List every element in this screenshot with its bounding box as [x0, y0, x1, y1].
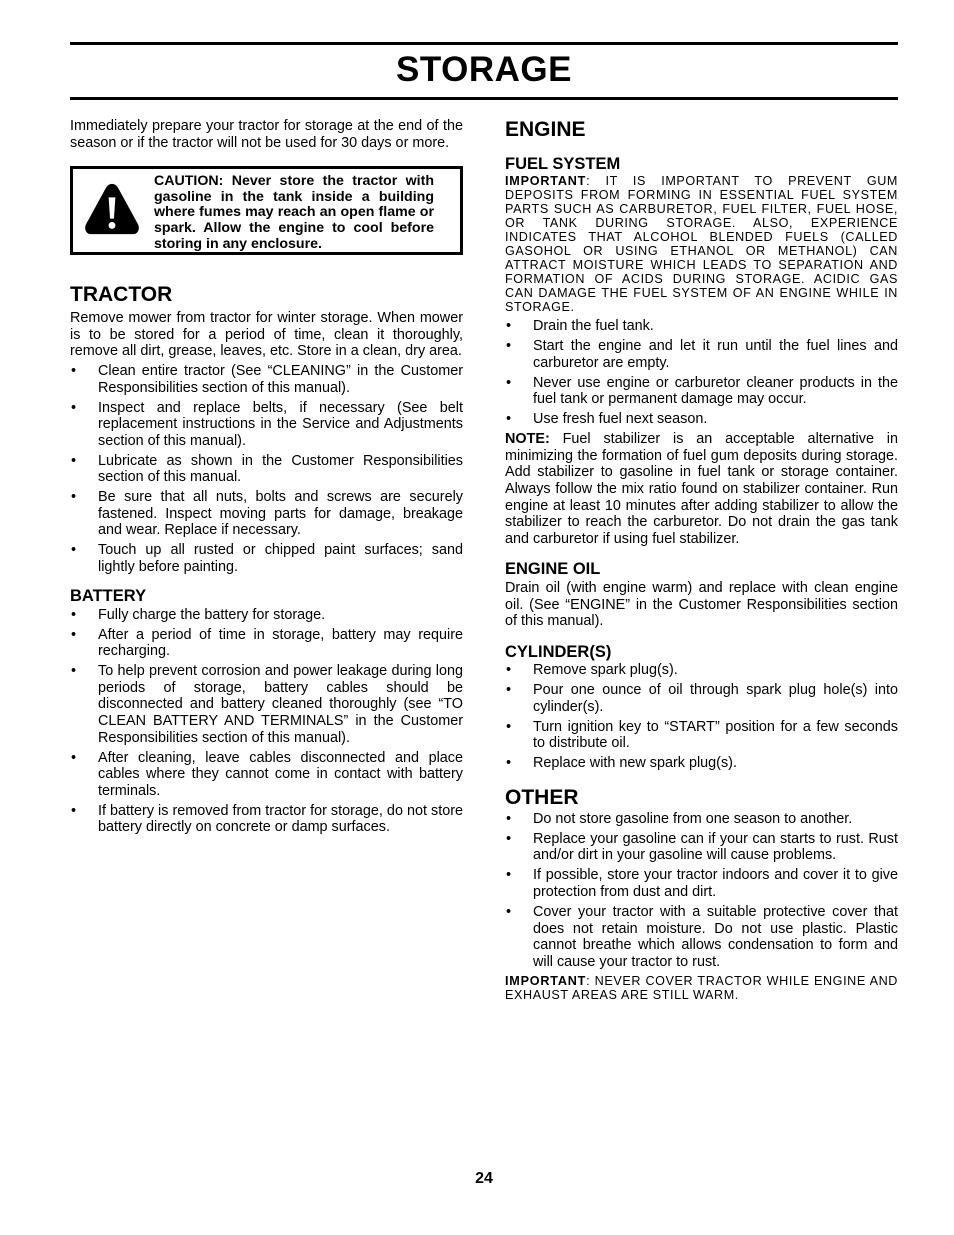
list-item: • Inspect and replace belts, if necessary (See belt replacement instructions in the Service and Adjustments section of this manual). [70, 400, 463, 450]
important-label: IMPORTANT [505, 174, 587, 188]
list-item: • Drain the fuel tank. [505, 318, 898, 335]
list-item: • Fully charge the battery for storage. [70, 607, 463, 624]
top-rule [70, 42, 898, 45]
warning-triangle-icon [83, 181, 141, 237]
tractor-heading: TRACTOR [70, 283, 173, 307]
intro-paragraph: Immediately prepare your tractor for storage at the end of the season or if the tractor will not be used for 30 days or more. [70, 118, 463, 151]
left-column [70, 118, 463, 839]
list-item: • Pour one ounce of oil through spark plug hole(s) into cylinder(s). [505, 682, 898, 715]
right-column [505, 118, 898, 1002]
list-item: • If possible, store your tractor indoors and cover it to give protection from dust and dirt. [505, 867, 898, 900]
fuel-list [505, 318, 898, 428]
page-number: 24 [475, 1170, 493, 1187]
list-item: • Use fresh fuel next season. [505, 411, 898, 428]
list-item: • Start the engine and let it run until the fuel lines and carburetor are empty. [505, 338, 898, 371]
note-text: Fuel stabilizer is an acceptable alternative in minimizing the formation of fuel gum deposits during storage. Add stabilizer to gasoline in fuel tank or storage container. Always follow the mix ratio found on stabilizer container. Run engine at least 10 minutes after adding stabilizer to allow the stabilizer to reach the carburetor. Do not drain the gas tank and carburetor if using fuel stabilizer. [505, 431, 898, 547]
important-text: : IT IS IMPORTANT TO PREVENT GUM DEPOSITS FROM FORMING IN ESSENTIAL FUEL SYSTEM PARTS SUCH AS CARBURETOR, FUEL FILTER, FUEL HOSE, OR TANK DURING STORAGE. ALSO, EXPERIENCE INDICATES THAT ALCOHOL BLENDED FUELS (CALLED GASOHOL OR USING ETHANOL OR METHANOL) CAN ATTRACT MOISTURE WHICH LEADS TO SEPARATION AND FORMATION OF ACIDS DURING STORAGE. ACIDIC GAS CAN DAMAGE THE FUEL SYSTEM OF AN ENGINE WHILE IN STORAGE. [505, 174, 898, 314]
list-item: • Touch up all rusted or chipped paint surfaces; sand lightly before painting. [70, 542, 463, 575]
battery-heading: BATTERY [70, 586, 147, 605]
list-item: • To help prevent corrosion and power leakage during long periods of storage, battery cables should be disconnected and battery cleaned thoroughly (see “TO CLEAN BATTERY AND TERMINALS” in the Customer Responsibilities section of this manual). [70, 663, 463, 746]
list-item: • Turn ignition key to “START” position for a few seconds to distribute oil. [505, 719, 898, 752]
list-item: • After cleaning, leave cables disconnected and place cables where they cannot come in contact with battery terminals. [70, 750, 463, 800]
fuel-note [505, 431, 898, 547]
other-heading: OTHER [505, 785, 579, 809]
list-item: • Never use engine or carburetor cleaner products in the fuel tank or permanent damage may occur. [505, 375, 898, 408]
cylinders-list [505, 662, 898, 772]
important-text: : NEVER COVER TRACTOR WHILE ENGINE AND EXHAUST AREAS ARE STILL WARM. [505, 973, 898, 1002]
important-label: IMPORTANT [505, 973, 587, 988]
list-item: • Remove spark plug(s). [505, 662, 898, 679]
engine-heading: ENGINE [505, 118, 586, 141]
list-item: • Clean entire tractor (See “CLEANING” in the Customer Responsibilities section of this manual). [70, 363, 463, 396]
engine-oil-heading: ENGINE OIL [505, 560, 601, 579]
caution-box [70, 166, 463, 255]
list-item: • After a period of time in storage, battery may require recharging. [70, 627, 463, 660]
other-list [505, 811, 898, 971]
tractor-list [70, 363, 463, 576]
tractor-intro: Remove mower from tractor for winter storage. When mower is to be stored for a period of time, clean it thoroughly, remove all dirt, grease, leaves, etc. Store in a clean, dry area. [70, 310, 463, 360]
caution-text: CAUTION: Never store the tractor with gasoline in the tank inside a building where fumes may reach an open flame or spark. Allow the engine to cool before storing in any enclosure. [154, 173, 434, 252]
list-item: • If battery is removed from tractor for storage, do not store battery directly on concrete or damp surfaces. [70, 803, 463, 836]
list-item: • Lubricate as shown in the Customer Responsibilities section of this manual. [70, 453, 463, 486]
engine-oil-text: Drain oil (with engine warm) and replace with clean engine oil. (See “ENGINE” in the Customer Responsibilities section of this manual). [505, 580, 898, 630]
list-item: • Cover your tractor with a suitable protective cover that does not retain moisture. Do not use plastic. Plastic cannot breathe which allows condensation to form and will cause your tractor to rust. [505, 904, 898, 970]
battery-list [70, 607, 463, 836]
list-item: • Replace your gasoline can if your can starts to rust. Rust and/or dirt in your gasoline will cause problems. [505, 831, 898, 864]
page-title: STORAGE [396, 50, 572, 89]
cylinders-heading: CYLINDER(S) [505, 643, 612, 662]
list-item: • Be sure that all nuts, bolts and screws are securely fastened. Inspect moving parts for damage, breakage and wear. Replace if necessary. [70, 489, 463, 539]
title-underline [70, 97, 898, 100]
note-label: NOTE: [505, 431, 550, 448]
fuel-important [505, 174, 898, 314]
list-item: • Do not store gasoline from one season to another. [505, 811, 898, 828]
list-item: • Replace with new spark plug(s). [505, 755, 898, 772]
fuel-system-heading: FUEL SYSTEM [505, 155, 621, 173]
other-important [505, 974, 898, 1002]
